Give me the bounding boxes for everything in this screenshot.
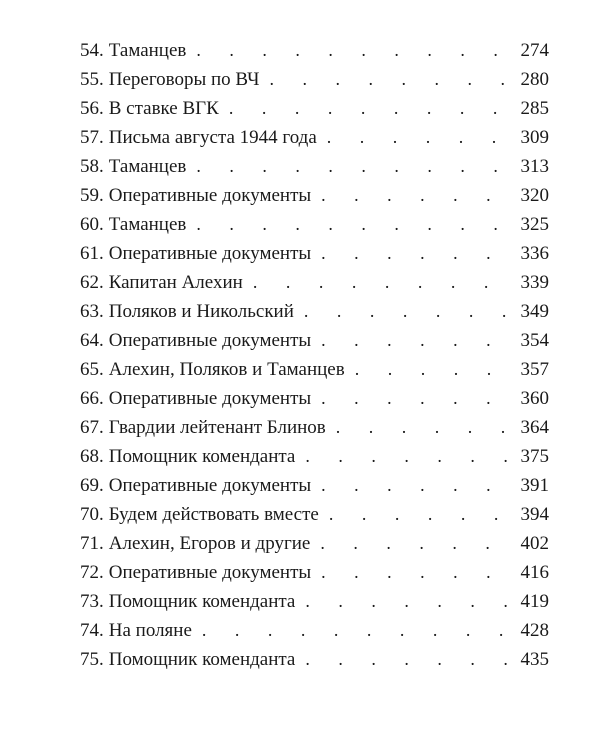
entry-title: Таманцев (108, 40, 187, 61)
dot-leader (321, 471, 517, 500)
dot-leader (321, 239, 517, 268)
dot-leader (320, 529, 517, 558)
dot-leader (321, 326, 517, 355)
entry-title: Поляков и Никольский (108, 301, 294, 322)
entry-number: 75. (80, 649, 104, 670)
entry-page: 274 (520, 40, 549, 61)
entry-page: 364 (520, 417, 549, 438)
entry-number: 73. (80, 591, 104, 612)
entry-number: 57. (80, 127, 104, 148)
entry-title: Таманцев (108, 214, 187, 235)
dot-leader (321, 384, 517, 413)
dot-leader (305, 587, 517, 616)
toc-entry-70[interactable] (80, 500, 549, 529)
entry-number: 64. (80, 330, 104, 351)
entry-number: 61. (80, 243, 104, 264)
entry-number: 59. (80, 185, 104, 206)
toc-entry-58[interactable] (80, 152, 549, 181)
dot-leader (229, 94, 518, 123)
entry-number: 70. (80, 504, 104, 525)
toc-entry-59[interactable] (80, 181, 549, 210)
entry-title: Помощник коменданта (108, 446, 296, 467)
entry-title: Будем действовать вместе (108, 504, 319, 525)
entry-number: 69. (80, 475, 104, 496)
toc-entry-56[interactable] (80, 94, 549, 123)
toc-entry-64[interactable] (80, 326, 549, 355)
entry-number: 65. (80, 359, 104, 380)
entry-page: 419 (520, 591, 549, 612)
entry-page: 402 (520, 533, 549, 554)
dot-leader (196, 152, 517, 181)
entry-number: 71. (80, 533, 104, 554)
entry-page: 285 (520, 98, 549, 119)
entry-title: В ставке ВГК (108, 98, 219, 119)
entry-page: 375 (520, 446, 549, 467)
entry-page: 313 (520, 156, 549, 177)
entry-title: Помощник коменданта (108, 591, 296, 612)
dot-leader (327, 123, 518, 152)
toc-entry-55[interactable] (80, 65, 549, 94)
entry-title: Оперативные документы (108, 243, 312, 264)
entry-number: 55. (80, 69, 104, 90)
dot-leader (321, 181, 517, 210)
toc-entry-66[interactable] (80, 384, 549, 413)
entry-number: 56. (80, 98, 104, 119)
entry-title: На поляне (108, 620, 192, 641)
entry-number: 72. (80, 562, 104, 583)
entry-title: Капитан Алехин (108, 272, 243, 293)
entry-page: 428 (520, 620, 549, 641)
entry-number: 54. (80, 40, 104, 61)
toc-entry-75[interactable] (80, 645, 549, 674)
toc-entry-69[interactable] (80, 471, 549, 500)
entry-number: 60. (80, 214, 104, 235)
entry-number: 63. (80, 301, 104, 322)
dot-leader (329, 500, 518, 529)
entry-title: Помощник коменданта (108, 649, 296, 670)
entry-number: 68. (80, 446, 104, 467)
entry-page: 391 (520, 475, 549, 496)
toc-entry-57[interactable] (80, 123, 549, 152)
entry-page: 325 (520, 214, 549, 235)
entry-title: Письма августа 1944 года (108, 127, 317, 148)
dot-leader (321, 558, 517, 587)
dot-leader (336, 413, 518, 442)
dot-leader (305, 645, 517, 674)
entry-page: 339 (520, 272, 549, 293)
entry-number: 58. (80, 156, 104, 177)
entry-number: 66. (80, 388, 104, 409)
toc-entry-65[interactable] (80, 355, 549, 384)
entry-title: Оперативные документы (108, 475, 312, 496)
entry-page: 349 (520, 301, 549, 322)
toc-entry-62[interactable] (80, 268, 549, 297)
dot-leader (202, 616, 518, 645)
toc-entry-73[interactable] (80, 587, 549, 616)
entry-title: Гвардии лейтенант Блинов (108, 417, 326, 438)
toc-entry-54[interactable] (80, 36, 549, 65)
dot-leader (196, 210, 517, 239)
entry-title: Оперативные документы (108, 388, 312, 409)
dot-leader (305, 442, 517, 471)
toc-entry-61[interactable] (80, 239, 549, 268)
entry-page: 416 (520, 562, 549, 583)
toc-entry-71[interactable] (80, 529, 549, 558)
entry-page: 357 (520, 359, 549, 380)
entry-page: 336 (520, 243, 549, 264)
toc-entry-74[interactable] (80, 616, 549, 645)
toc-entry-68[interactable] (80, 442, 549, 471)
entry-title: Алехин, Поляков и Таманцев (108, 359, 345, 380)
entry-title: Оперативные документы (108, 562, 312, 583)
entry-number: 67. (80, 417, 104, 438)
entry-page: 394 (520, 504, 549, 525)
dot-leader (253, 268, 518, 297)
entry-title: Переговоры по ВЧ (108, 69, 260, 90)
toc-entry-67[interactable] (80, 413, 549, 442)
entry-number: 74. (80, 620, 104, 641)
entry-page: 280 (520, 69, 549, 90)
entry-title: Алехин, Егоров и другие (108, 533, 311, 554)
entry-page: 320 (520, 185, 549, 206)
entry-number: 62. (80, 272, 104, 293)
entry-title: Оперативные документы (108, 185, 312, 206)
table-of-contents (80, 36, 549, 674)
dot-leader (355, 355, 518, 384)
dot-leader (196, 36, 517, 65)
dot-leader (304, 297, 518, 326)
toc-entry-60[interactable] (80, 210, 549, 239)
entry-title: Оперативные документы (108, 330, 312, 351)
entry-page: 309 (520, 127, 549, 148)
entry-page: 360 (520, 388, 549, 409)
entry-title: Таманцев (108, 156, 187, 177)
entry-page: 354 (520, 330, 549, 351)
entry-page: 435 (520, 649, 549, 670)
toc-entry-72[interactable] (80, 558, 549, 587)
toc-entry-63[interactable] (80, 297, 549, 326)
dot-leader (270, 65, 518, 94)
